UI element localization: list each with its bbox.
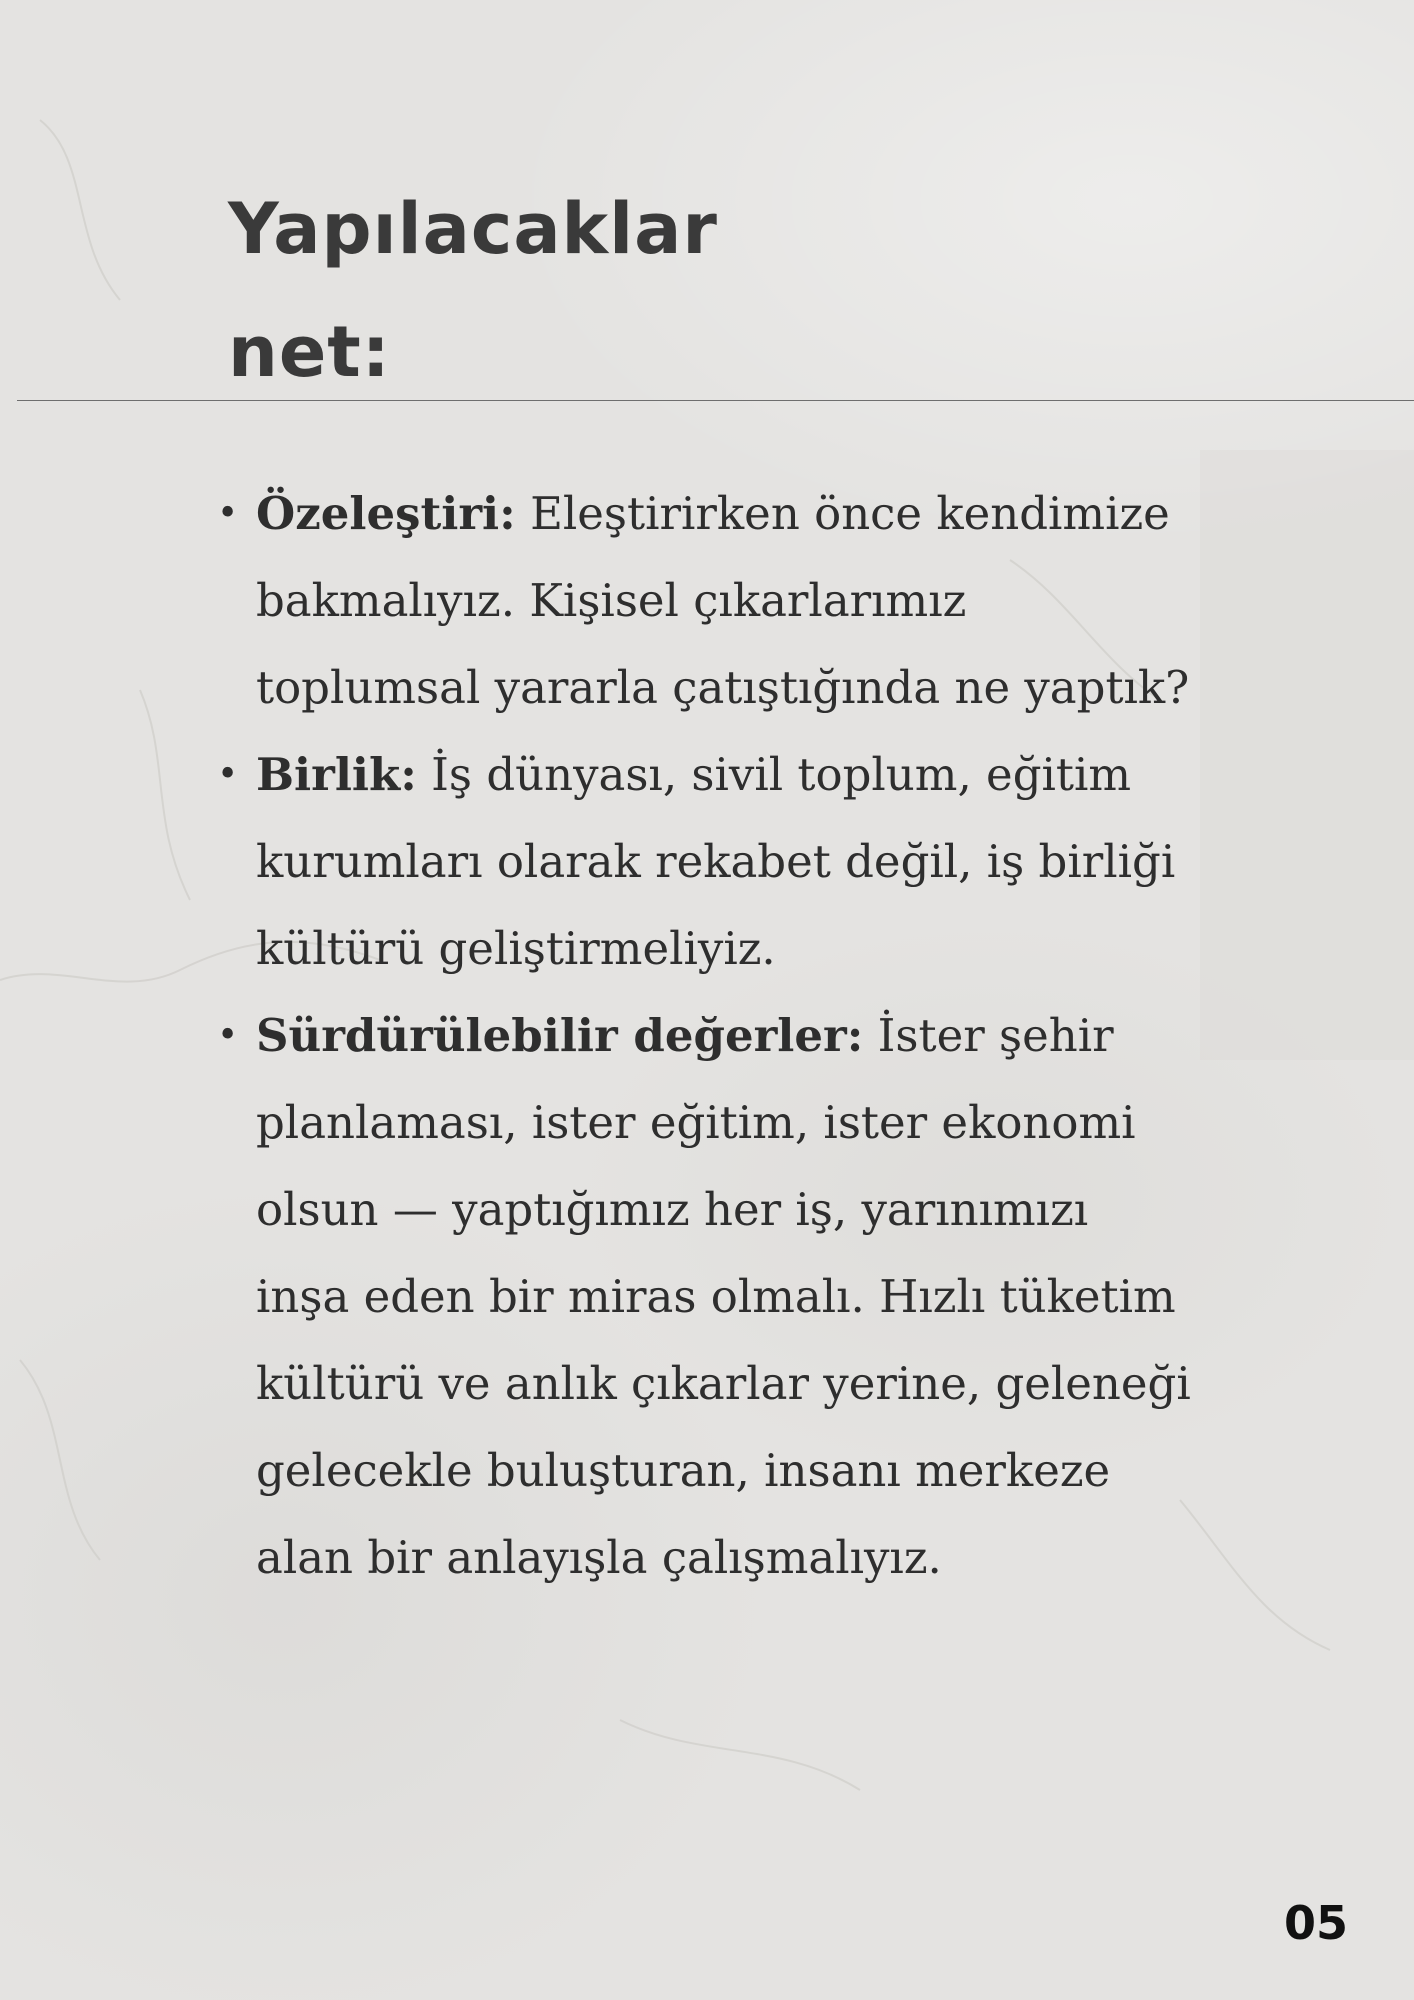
bullet-icon: • bbox=[217, 493, 239, 534]
item-title: Özeleştiri: bbox=[256, 487, 516, 540]
heading-line-1: Yapılacaklar bbox=[228, 188, 718, 270]
bullet-icon: • bbox=[217, 754, 239, 795]
item-text: Eleştirirken önce kendimize bbox=[530, 487, 1170, 540]
item-text: planlaması, ister eğitim, ister ekonomi bbox=[256, 1096, 1136, 1149]
item-text: gelecekle buluşturan, insanı merkeze bbox=[256, 1444, 1111, 1497]
page-number: 05 bbox=[1283, 1896, 1348, 1950]
item-text: olsun — yaptığımız her iş, yarınımızı bbox=[256, 1183, 1089, 1236]
item-text: toplumsal yararla çatıştığında ne yaptık? bbox=[256, 661, 1190, 714]
bullet-icon: • bbox=[217, 1015, 239, 1056]
list-item bbox=[217, 992, 1256, 1601]
item-text: kurumları olarak rekabet değil, iş birliği bbox=[256, 835, 1176, 888]
item-title: Sürdürülebilir değerler: bbox=[256, 1009, 864, 1062]
heading-line-2: net: bbox=[228, 311, 391, 393]
page-heading bbox=[228, 168, 718, 414]
item-text: kültürü ve anlık çıkarlar yerine, geleneği bbox=[256, 1357, 1191, 1410]
divider bbox=[17, 400, 1414, 401]
list-item bbox=[217, 470, 1256, 731]
item-text: İster şehir bbox=[877, 1009, 1114, 1062]
item-text: İş dünyası, sivil toplum, eğitim bbox=[431, 748, 1132, 801]
list-item bbox=[217, 731, 1256, 992]
item-title: Birlik: bbox=[256, 748, 417, 801]
item-text: bakmalıyız. Kişisel çıkarlarımız bbox=[256, 574, 967, 627]
item-text: kültürü geliştirmeliyiz. bbox=[256, 922, 776, 975]
bullet-list bbox=[217, 470, 1256, 1601]
item-text: alan bir anlayışla çalışmalıyız. bbox=[256, 1531, 942, 1584]
item-text: inşa eden bir miras olmalı. Hızlı tüketim bbox=[256, 1270, 1176, 1323]
